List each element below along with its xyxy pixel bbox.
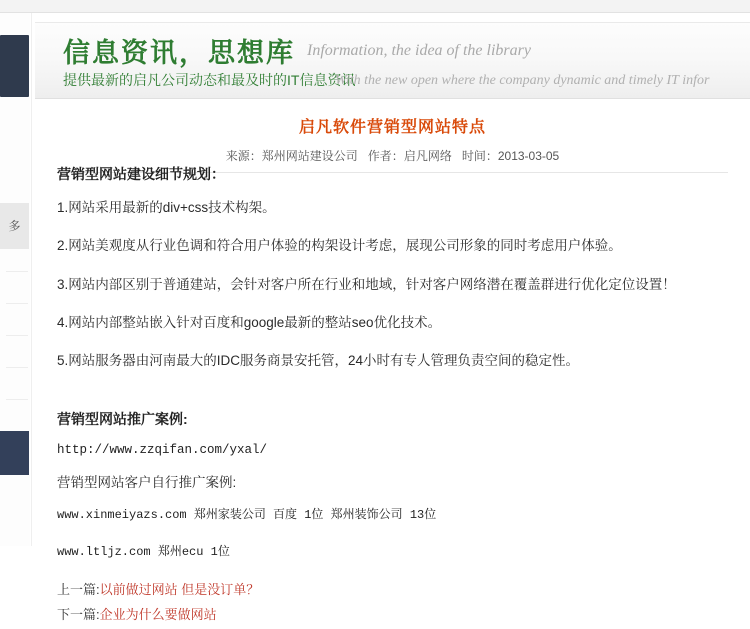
case-heading: 营销型网站客户自行推广案例: [57, 475, 237, 491]
rail-divider [6, 335, 28, 336]
column-separator [31, 13, 32, 546]
banner-title: 信息资讯，思想库 [63, 38, 295, 69]
meta-source: 郑州网站建设公司 [261, 149, 358, 163]
rail-divider [6, 367, 28, 368]
rail-divider [6, 271, 28, 272]
article-header [35, 104, 750, 173]
site-banner [35, 22, 750, 99]
list-item: 1.网站采用最新的div+css技术构架。 [57, 200, 276, 215]
section-spacer [57, 389, 747, 409]
list-item: 3.网站内部区别于普通建站，会针对客户所在行业和地域，针对客户网络潜在覆盖群进行优化定位设置！ [57, 276, 676, 292]
article-body [57, 164, 747, 629]
rail-label: 多 [8, 219, 21, 233]
prev-article-link[interactable]: 以前做过网站 但是没订单？ [99, 582, 260, 598]
banner-subtitle: 提供最新的启凡公司动态和最及时的IT信息资讯 [63, 72, 356, 88]
rail-block-label[interactable] [0, 203, 29, 249]
rail-divider [6, 303, 28, 304]
article-meta [35, 147, 750, 164]
case-item: www.xinmeiyazs.com 郑州家装公司 百度 1位 郑州装饰公司 13位 [57, 508, 437, 523]
list-item: 5.网站服务器由河南最大的IDC服务商景安托管，24小时有专人管理负责空间的稳定性。 [57, 353, 580, 368]
demo-url[interactable]: http://www.zzqifan.com/yxal/ [57, 443, 268, 458]
meta-author-label: 作者： [367, 149, 404, 163]
rail-block-bottom [0, 431, 29, 475]
section-heading-cases: 营销型网站推广案例: [57, 411, 188, 428]
rail-block-top [0, 35, 29, 97]
meta-source-label: 来源： [225, 149, 262, 163]
page-title: 启凡软件营销型网站特点 [298, 119, 486, 136]
banner-title-en: Information, the idea of the library [307, 42, 531, 59]
section-heading-planning: 营销型网站建设细节规划： [57, 166, 225, 182]
meta-author: 启凡网络 [403, 149, 452, 163]
meta-time-label: 时间： [461, 149, 498, 163]
top-bar [0, 0, 750, 13]
list-item: 2.网站美观度从行业色调和符合用户体验的构架设计考虑，展现公司形象的同时考虑用户体验。 [57, 238, 622, 254]
rail-divider [6, 399, 28, 400]
list-item: 4.网站内部整站嵌入针对百度和google最新的整站seo优化技术。 [57, 314, 442, 330]
prev-article-nav [57, 579, 747, 598]
left-rail [0, 13, 30, 546]
next-article-link[interactable]: 企业为什么要做网站 [99, 607, 217, 623]
next-label: 下一篇: [57, 607, 100, 623]
prev-label: 上一篇: [57, 582, 100, 598]
banner-subtitle-en: With the new open where the company dynamic and timely IT infor [335, 73, 710, 88]
meta-time: 2013-03-05 [497, 149, 560, 163]
next-article-nav [57, 604, 747, 623]
case-item: www.ltljz.com 郑州ecu 1位 [57, 545, 230, 560]
